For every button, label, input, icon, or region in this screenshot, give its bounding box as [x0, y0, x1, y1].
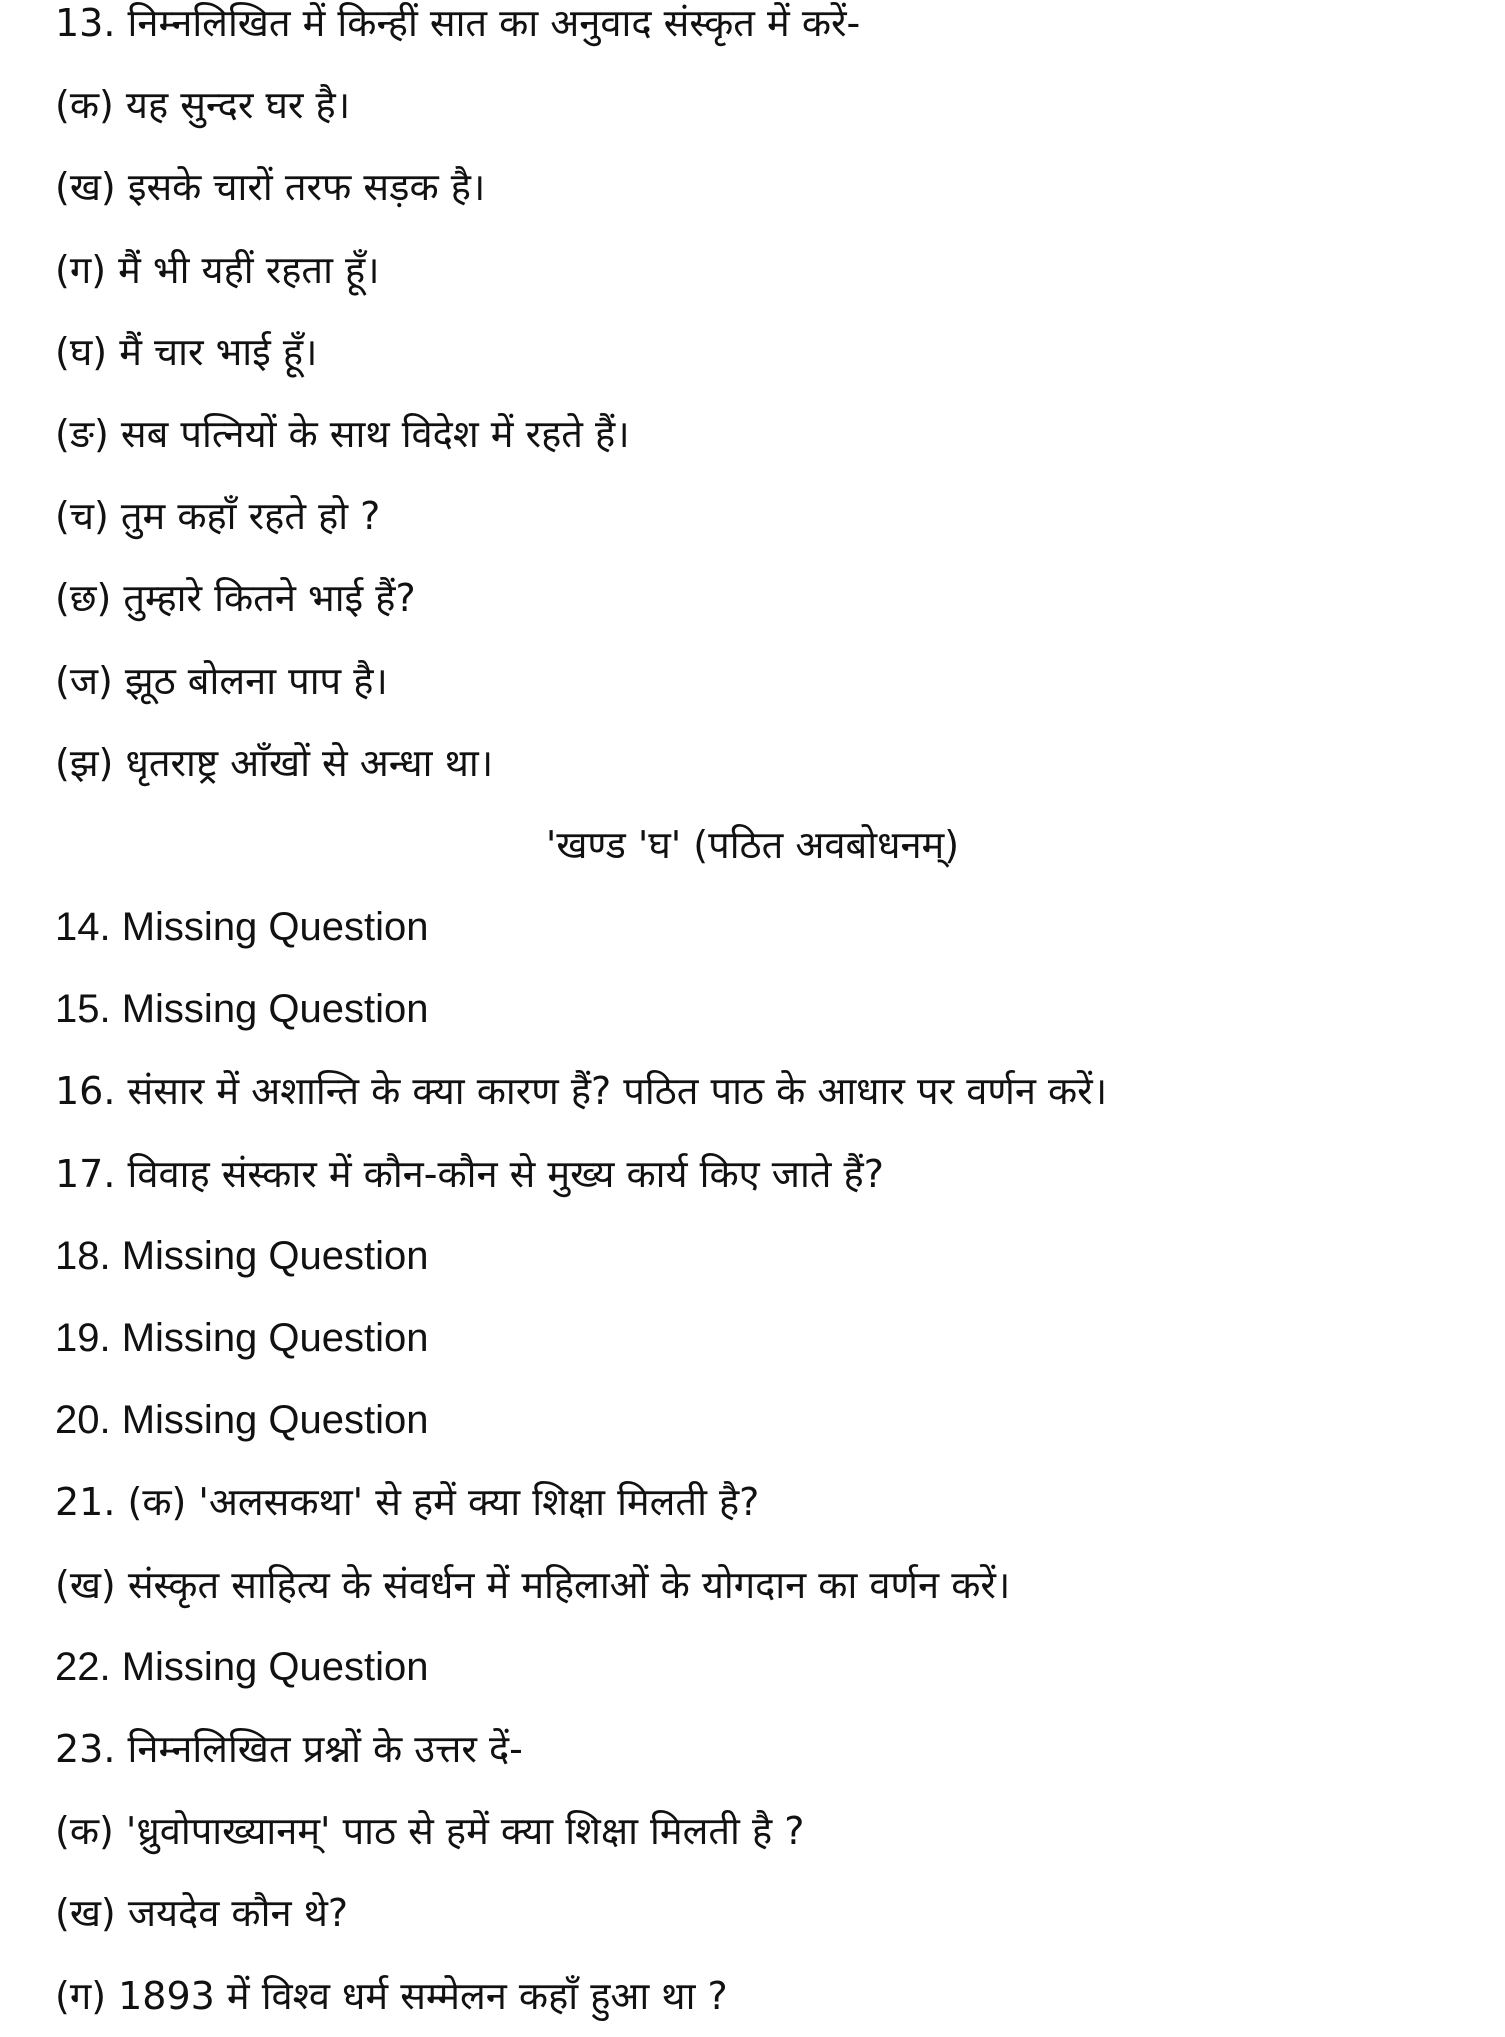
item-chha: (छ) तुम्हारे कितने भाई हैं? — [55, 576, 416, 621]
question-14: 14. Missing Question — [55, 905, 429, 950]
question-23-ka: (क) 'ध्रुवोपाख्यानम्' पाठ से हमें क्या शिक्षा मिलती है ? — [55, 1809, 805, 1854]
item-ga: (ग) मैं भी यहीं रहता हूँ। — [55, 247, 380, 292]
item-kha: (ख) इसके चारों तरफ सड़क है। — [55, 165, 486, 210]
question-16: 16. संसार में अशान्ति के क्या कारण हैं? पठित पाठ के आधार पर वर्णन करें। — [55, 1069, 1108, 1114]
question-18: 18. Missing Question — [55, 1233, 429, 1278]
question-23-ga: (ग) 1893 में विश्व धर्म सम्मेलन कहाँ हुआ था ? — [55, 1973, 728, 2018]
question-21-kha: (ख) संस्कृत साहित्य के संवर्धन में महिलाओं के योगदान का वर्णन करें। — [55, 1562, 1011, 1607]
document-page — [55, 0, 1465, 2037]
question-13-heading: 13. निम्नलिखित में किन्हीं सात का अनुवाद संस्कृत में करें- — [55, 1, 861, 45]
item-nga: (ङ) सब पत्नियों के साथ विदेश में रहते हैं। — [55, 411, 630, 456]
question-20: 20. Missing Question — [55, 1398, 429, 1443]
question-19: 19. Missing Question — [55, 1316, 429, 1360]
item-ka: (क) यह सुन्दर घर है। — [55, 83, 351, 128]
question-17: 17. विवाह संस्कार में कौन-कौन से मुख्य कार्य किए जाते हैं? — [55, 1151, 884, 1196]
question-22: 22. Missing Question — [55, 1644, 429, 1689]
item-cha: (च) तुम कहाँ रहते हो ? — [55, 494, 381, 539]
question-23-kha: (ख) जयदेव कौन थे? — [55, 1891, 349, 1936]
section-heading: 'खण्ड 'घ' (पठित अवबोधनम्) — [545, 822, 960, 867]
question-15: 15. Missing Question — [55, 987, 429, 1032]
item-jha: (झ) धृतराष्ट्र आँखों से अन्धा था। — [55, 740, 494, 785]
question-21-ka: 21. (क) 'अलसकथा' से हमें क्या शिक्षा मिलती है? — [55, 1480, 760, 1525]
item-ja: (ज) झूठ बोलना पाप है। — [55, 658, 388, 703]
question-23-heading: 23. निम्नलिखित प्रश्नों के उत्तर दें- — [55, 1726, 523, 1771]
item-gha: (घ) मैं चार भाई हूँ। — [55, 329, 318, 374]
